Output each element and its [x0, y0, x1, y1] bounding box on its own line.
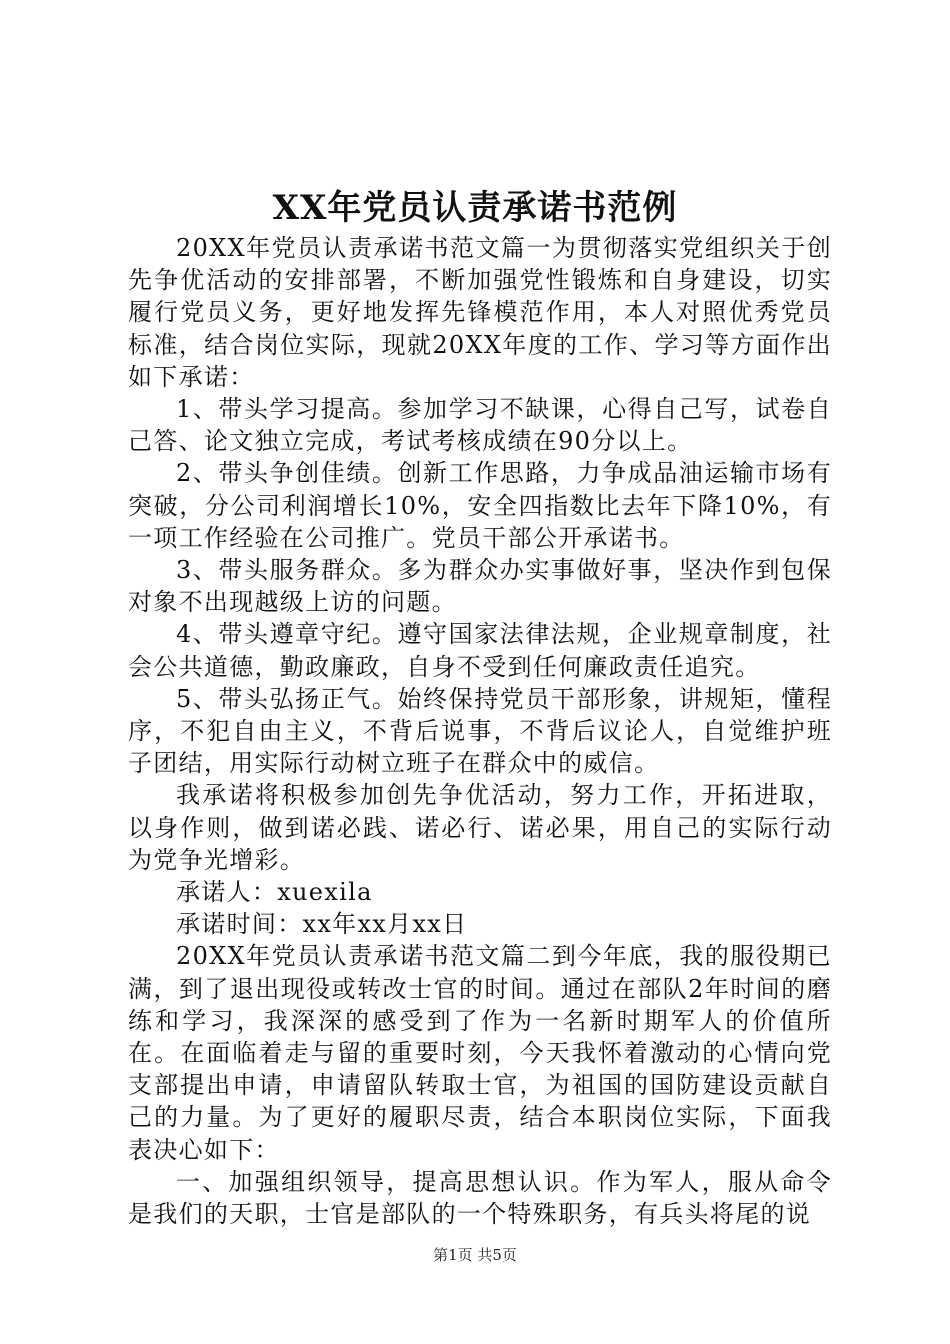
paragraph-item-5: 5、带头弘扬正气。始终保持党员干部形象，讲规矩，懂程序，不犯自由主义，不背后说事，不背后议论人，自觉维护班子团结，用实际行动树立班子在群众中的威信。 — [128, 684, 832, 778]
paragraph-sample-two: 20XX年党员认责承诺书范文篇二到今年底，我的服役期已满，到了退出现役或转改士官的时间。通过在部队2年时间的磨练和学习，我深深的感受到了作为一名新时期军人的价值所在。在面临着走与留的重要时刻，今天我怀着激动的心情向党支部提出申请，申请留队转取士官，为祖国的国防建设贡献自己的力量。为了更好的履职尽责，结合本职岗位实际，下面我表决心如下： — [128, 942, 832, 1164]
page-number: 第1页 共5页 — [433, 1246, 517, 1264]
paragraph-item-1: 1、带头学习提高。参加学习不缺课，心得自己写，试卷自己答、论文独立完成，考试考核成绩在90分以上。 — [128, 395, 832, 456]
paragraph-item-4: 4、带头遵章守纪。遵守国家法律法规，企业规章制度，社会公共道德，勤政廉政，自身不受到任何廉政责任追究。 — [128, 620, 832, 681]
document-title: XX年党员认责承诺书范例 — [272, 188, 678, 228]
paragraph-intro: 20XX年党员认责承诺书范文篇一为贯彻落实党组织关于创先争优活动的安排部署，不断加强党性锻炼和自身建设，切实履行党员义务，更好地发挥先锋模范作用，本人对照优秀党员标准，结合岗位实际，现就20XX年度的工作、学习等方面作出如下承诺： — [128, 234, 832, 391]
paragraph-section-one: 一、加强组织领导，提高思想认识。作为军人，服从命令是我们的天职，士官是部队的一个特殊职务，有兵头将尾的说 — [128, 1167, 832, 1229]
document-body — [128, 232, 832, 1230]
signer-line: 承诺人：xuexila — [176, 878, 373, 907]
date-line: 承诺时间：xx年xx月xx日 — [176, 910, 468, 939]
paragraph-item-3: 3、带头服务群众。多为群众办实事做好事，坚决作到包保对象不出现越级上访的问题。 — [128, 556, 832, 617]
paragraph-item-2: 2、带头争创佳绩。创新工作思路，力争成品油运输市场有突破，分公司利润增长10%，安全四指数比去年下降10%，有一项工作经验在公司推广。党员干部公开承诺书。 — [128, 459, 832, 552]
paragraph-commitment: 我承诺将积极参加创先争优活动，努力工作，开拓进取，以身作则，做到诺必践、诺必行、诺必果，用自己的实际行动为党争光增彩。 — [128, 781, 832, 874]
